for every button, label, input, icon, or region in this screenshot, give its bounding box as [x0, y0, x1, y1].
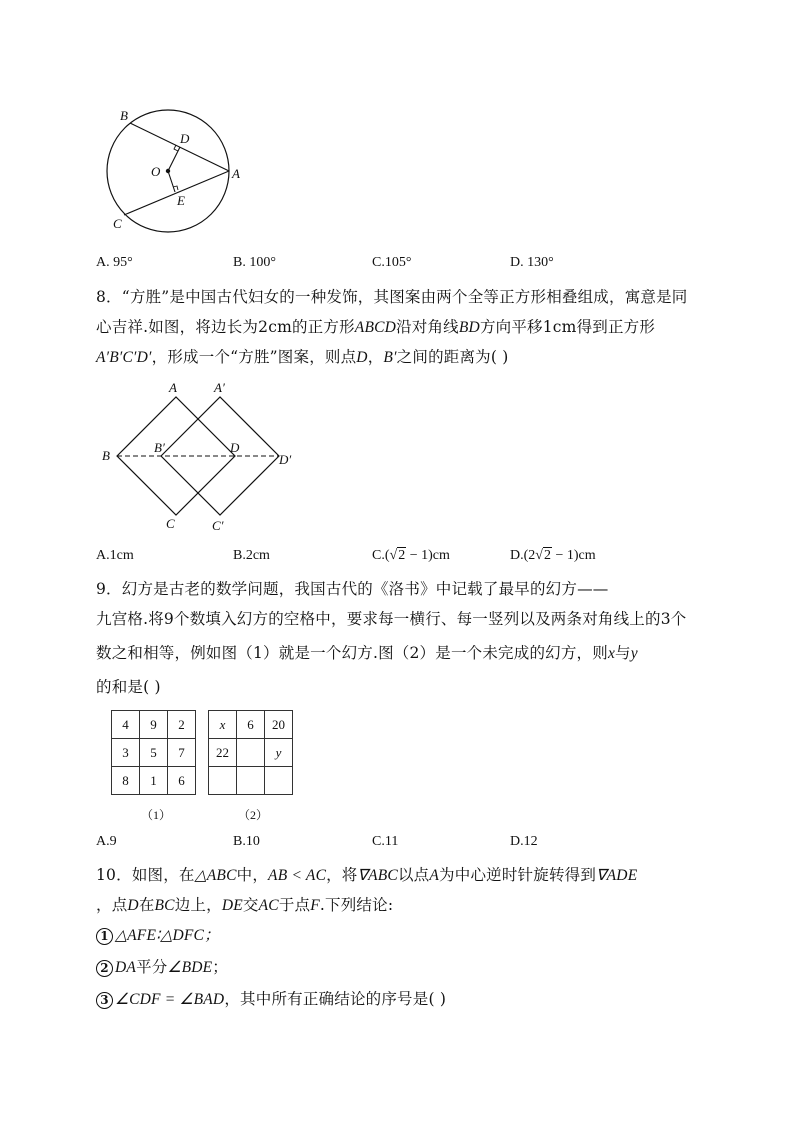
grid-cell: 2 — [168, 711, 196, 739]
q8-text: 沿对角线 — [396, 318, 459, 336]
label-c-prime: C′ — [212, 518, 224, 533]
q8-option-c[interactable] — [372, 548, 450, 564]
q9-option-d[interactable]: D.12 — [510, 834, 538, 849]
q9-stem-line2: 九宫格.将9个数填入幻方的空格中，要求每一横行、每一竖列以及两条对角线上的3个 — [96, 610, 687, 628]
q8-text: 方向平移1cm得到正方形 — [479, 318, 656, 336]
sqrt-radicand: 2 — [543, 548, 551, 563]
q10-conclusion-1 — [96, 923, 220, 945]
grid-cell: 1 — [140, 767, 168, 795]
q8-math: D — [356, 349, 368, 366]
q8-text: ，形成一个“方胜”图案，则点 — [151, 348, 357, 366]
q9-math: x — [607, 645, 616, 662]
figure-caption-1: （1） — [141, 808, 172, 822]
q10-text: 中， — [236, 866, 269, 884]
q8-text: 心吉祥.如图，将边长为2cm的正方形 — [96, 318, 355, 336]
q9-stem-line3 — [96, 641, 638, 663]
q10-text: ； — [212, 958, 228, 976]
q7-option-b[interactable]: B. 100° — [233, 255, 276, 270]
grid-cell — [237, 739, 265, 767]
label-d: D — [230, 440, 240, 455]
q8-stem-line2 — [96, 315, 655, 337]
q8-fangsheng-figure — [96, 374, 306, 540]
q10-text: 以点 — [397, 866, 430, 884]
q10-text: 在 — [138, 896, 155, 914]
segment-oe — [168, 171, 175, 192]
q9-text: 数之和相等，例如图（1）就是一个幻方.图（2）是一个未完成的幻方，则 — [96, 644, 608, 662]
q8-option-b[interactable]: B.2cm — [233, 548, 270, 563]
q10-stem-line2 — [96, 893, 393, 915]
sqrt-radicand: 2 — [398, 548, 406, 563]
q8-option-d-post: − 1)cm — [551, 548, 596, 563]
table-row — [209, 739, 293, 767]
q8-stem-line1: 8．“方胜”是中国古代妇女的一种发饰，其图案由两个全等正方形相叠组成，寓意是同 — [96, 288, 688, 306]
q10-text: 10．如图，在 — [96, 866, 195, 884]
grid-cell: 7 — [168, 739, 196, 767]
q10-math: ∠BDE — [167, 959, 213, 976]
q9-math: y — [630, 645, 638, 662]
q10-text: 边上， — [174, 896, 222, 914]
q8-option-c-pre: C.( — [372, 548, 390, 563]
q8-text: ， — [367, 348, 384, 366]
label-d-prime: D′ — [279, 452, 292, 467]
label-c: C — [113, 216, 122, 231]
q9-stem-line4: 的和是( ) — [96, 678, 161, 696]
grid-cell — [209, 767, 237, 795]
q10-stem-line1 — [96, 863, 637, 885]
q10-math: BC — [154, 897, 175, 914]
label-e: E — [177, 193, 185, 208]
grid-cell: y — [265, 739, 293, 767]
q9-option-a[interactable]: A.9 — [96, 834, 117, 849]
q8-text: 之间的距离为( ) — [396, 348, 509, 366]
table-row — [112, 739, 196, 767]
q10-text: .下列结论: — [319, 896, 394, 914]
grid-cell: 6 — [237, 711, 265, 739]
q10-math: A — [429, 867, 440, 884]
magic-square-2 — [208, 710, 293, 795]
q8-math: B′ — [383, 349, 397, 366]
q10-text: 平分 — [136, 958, 168, 976]
center-point — [166, 169, 170, 173]
q8-option-d-pre: D.(2 — [510, 548, 536, 563]
q7-circle-figure — [100, 104, 260, 234]
q10-text: ，将 — [326, 866, 358, 884]
label-b: B — [102, 448, 110, 463]
grid-cell — [237, 767, 265, 795]
q10-math: ∇ABC — [357, 867, 398, 884]
grid-cell: 4 — [112, 711, 140, 739]
label-a: A — [232, 166, 240, 181]
label-d: D — [180, 131, 190, 146]
q10-math: ∠CDF = ∠BAD — [115, 991, 225, 1008]
circled-number-3: 3 — [96, 992, 113, 1009]
q10-text: ，其中所有正确结论的序号是( ) — [224, 990, 447, 1008]
table-row — [209, 767, 293, 795]
q10-conclusion-2 — [96, 955, 228, 977]
q7-option-a[interactable]: A. 95° — [96, 255, 133, 270]
sqrt-sign: √ — [389, 548, 398, 563]
q9-stem-line1: 9．幻方是古老的数学问题，我国古代的《洛书》中记载了最早的幻方—— — [96, 580, 609, 598]
label-a-prime: A′ — [214, 380, 225, 395]
grid-cell: 6 — [168, 767, 196, 795]
q10-text: 为中心逆时针旋转得到 — [439, 866, 597, 884]
q10-math: F — [310, 897, 320, 914]
q8-option-a[interactable]: A.1cm — [96, 548, 134, 563]
sqrt-sign: √ — [535, 548, 543, 563]
q10-text: 交 — [242, 896, 259, 914]
label-c: C — [166, 516, 175, 531]
magic-square-1 — [111, 710, 196, 795]
q10-math: D — [127, 897, 139, 914]
label-b-prime: B′ — [154, 440, 165, 455]
grid-cell: 8 — [112, 767, 140, 795]
q9-option-b[interactable]: B.10 — [233, 834, 260, 849]
label-a: A — [169, 380, 177, 395]
grid-cell: x — [209, 711, 237, 739]
q7-option-d[interactable]: D. 130° — [510, 255, 554, 270]
q8-option-d[interactable] — [510, 548, 596, 564]
table-row — [209, 711, 293, 739]
q10-math: DA — [115, 959, 137, 976]
table-row — [112, 711, 196, 739]
q8-math: ABCD — [354, 319, 397, 336]
grid-cell: 22 — [209, 739, 237, 767]
q10-text: 于点 — [278, 896, 311, 914]
q9-text: 与 — [615, 644, 631, 662]
q10-math: AB < AC — [268, 867, 327, 884]
q10-math: ∇ADE — [596, 867, 638, 884]
q10-math: DE — [221, 897, 243, 914]
q10-conclusion-3 — [96, 987, 446, 1009]
figure-caption-2: （2） — [238, 808, 269, 822]
q9-option-c[interactable]: C.11 — [372, 834, 399, 849]
circled-number-1: 1 — [96, 928, 113, 945]
circled-number-2: 2 — [96, 960, 113, 977]
grid-cell: 9 — [140, 711, 168, 739]
grid-cell — [265, 767, 293, 795]
grid-cell: 3 — [112, 739, 140, 767]
q10-text: ，点 — [96, 896, 128, 914]
q8-math: BD — [458, 319, 480, 336]
q7-option-c[interactable]: C.105° — [372, 255, 412, 270]
q10-math: △ABC — [194, 867, 237, 884]
grid-cell: 5 — [140, 739, 168, 767]
label-b: B — [120, 108, 128, 123]
table-row — [112, 767, 196, 795]
label-o: O — [151, 164, 161, 179]
q10-math: △AFE∶△DFC； — [115, 927, 220, 944]
q8-math: A′B′C′D′ — [96, 349, 152, 366]
q8-option-c-post: − 1)cm — [406, 548, 450, 563]
q10-math: AC — [258, 897, 279, 914]
q8-stem-line3 — [96, 345, 509, 367]
grid-cell: 20 — [265, 711, 293, 739]
